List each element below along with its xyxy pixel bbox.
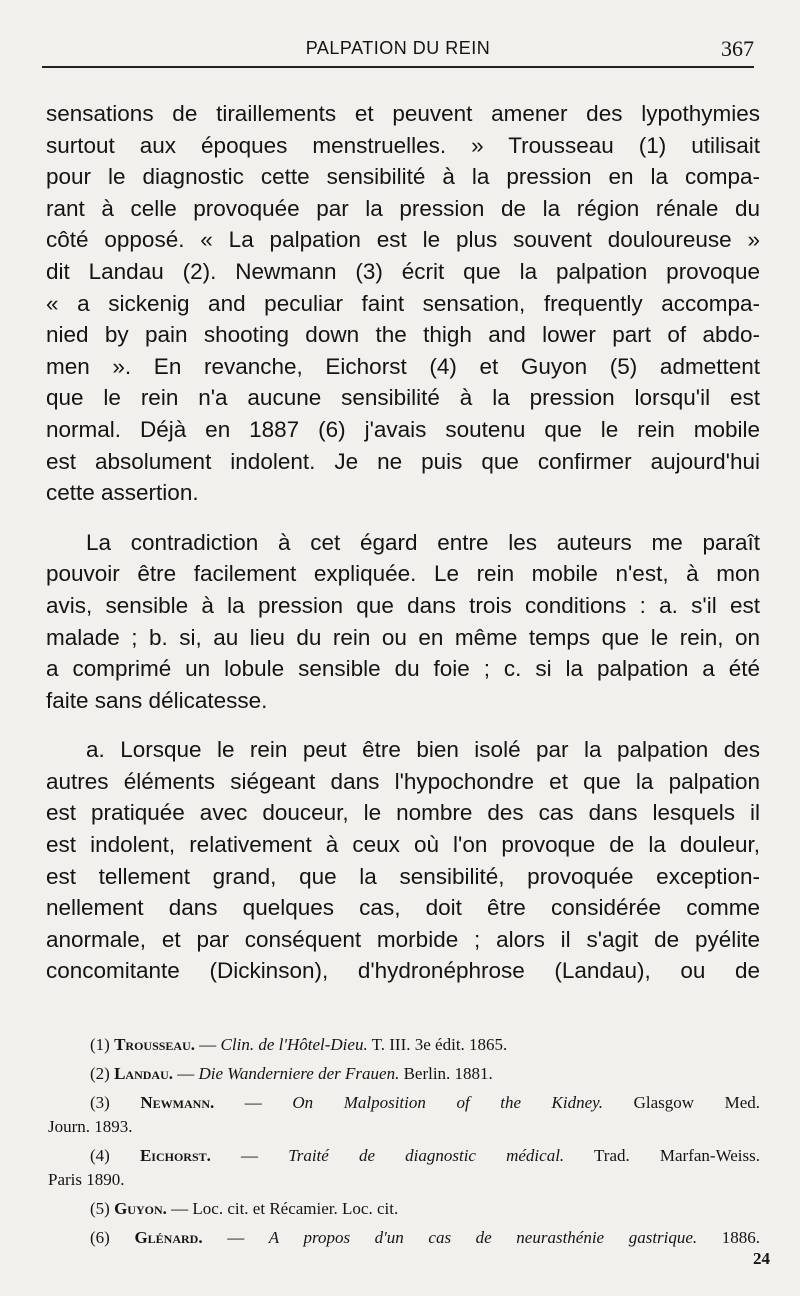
- paragraph-2: [46, 527, 760, 717]
- text-line: a comprimé un lobule sensible du foie ; c. si la palpation a été: [46, 656, 760, 682]
- text-line: nied by pain shooting down the thigh and lower part of abdo-: [46, 322, 760, 348]
- footnote-title: Traité de diagnostic médical.: [288, 1146, 565, 1165]
- text-line: a. Lorsque le rein peut être bien isolé par la palpation des: [86, 737, 760, 763]
- footnote-author: Eichorst.: [139, 1146, 211, 1165]
- text-line: concomitante (Dickinson), d'hydronéphrose (Landau), ou de: [46, 958, 760, 984]
- page-number: 367: [721, 36, 754, 61]
- text-line: malade ; b. si, au lieu du rein ou en même temps que le rein, on: [46, 624, 760, 650]
- footnote-continuation: Paris 1890.: [48, 1170, 125, 1189]
- text-line: « a sickenig and peculiar faint sensation, frequently accompa-: [46, 290, 760, 316]
- text-line: anormale, et par conséquent morbide ; alors il s'agit de pyélite: [46, 926, 760, 952]
- paragraph-1: [46, 98, 760, 509]
- footnote-number: (6): [90, 1228, 110, 1247]
- footnote: (4) Eichorst. — Traité de diagnostic médical. Trad. Marfan-Weiss. Paris 1890.: [48, 1144, 760, 1192]
- footnote-detail: T. III. 3e édit. 1865.: [367, 1035, 508, 1054]
- footnote-detail: Berlin. 1881.: [399, 1064, 493, 1083]
- footnote-continuation: Journ. 1893.: [48, 1117, 133, 1136]
- text-line: rant à celle provoquée par la pression de la région rénale du: [46, 195, 760, 221]
- footnote-detail: Trad. Marfan-Weiss.: [564, 1146, 760, 1165]
- text-line: pour le diagnostic cette sensibilité à la pression en la compa-: [46, 164, 760, 190]
- footnote-number: (3): [90, 1093, 110, 1112]
- footnote-author: Landau.: [114, 1064, 173, 1083]
- text-line: avis, sensible à la pression que dans trois conditions : a. s'il est: [46, 592, 760, 618]
- page-header: [42, 34, 754, 68]
- footnote: (6) Glénard. — A propos d'un cas de neurasthénie gastrique. 1886.: [90, 1228, 760, 1247]
- text-line: La contradiction à cet égard entre les auteurs me paraît: [86, 529, 760, 555]
- text-line: pouvoir être facilement expliquée. Le rein mobile n'est, à mon: [46, 561, 760, 587]
- paragraph-3: [46, 734, 760, 987]
- text-line: nellement dans quelques cas, doit être considérée comme: [46, 895, 760, 921]
- text-line: est tellement grand, que la sensibilité, provoquée exception-: [46, 863, 760, 889]
- text-line: est pratiquée avec douceur, le nombre des cas dans lesquels il: [46, 800, 760, 826]
- text-line: que le rein n'a aucune sensibilité à la pression lorsqu'il est: [46, 385, 760, 411]
- text-line: est indolent, relativement à ceux où l'on provoque de la douleur,: [46, 832, 760, 858]
- text-line: dit Landau (2). Newmann (3) écrit que la palpation provoque: [46, 258, 760, 284]
- text-line: autres éléments siégeant dans l'hypochondre et que la palpation: [46, 768, 760, 794]
- footnote-number: (2): [90, 1064, 110, 1083]
- text-line: surtout aux époques menstruelles. » Trousseau (1) utilisait: [46, 132, 760, 158]
- text-line: est absolument indolent. Je ne puis que confirmer aujourd'hui: [46, 448, 760, 474]
- footnote-title: Die Wanderniere der Frauen.: [198, 1064, 400, 1083]
- footnote-title: Clin. de l'Hôtel-Dieu.: [220, 1035, 368, 1054]
- text-line: cette assertion.: [46, 480, 199, 506]
- footnote-title: On Malposition of the Kidney.: [292, 1093, 604, 1112]
- body-text: [46, 98, 760, 987]
- text-line: normal. Déjà en 1887 (6) j'avais soutenu que le rein mobile: [46, 416, 760, 442]
- text-line: faite sans délicatesse.: [46, 687, 268, 713]
- footnote-author: Glénard.: [134, 1228, 203, 1247]
- footnote: (1) Trousseau. — Clin. de l'Hôtel-Dieu. T. III. 3e édit. 1865.: [90, 1035, 508, 1054]
- footnote-detail: Glasgow Med.: [603, 1093, 760, 1112]
- footnote-author: Guyon.: [114, 1199, 167, 1218]
- footnote-detail: 1886.: [697, 1228, 760, 1247]
- footnote: (5) Guyon. — Loc. cit. et Récamier. Loc. cit.: [90, 1199, 399, 1218]
- running-title: PALPATION DU REIN: [305, 38, 491, 58]
- footnotes: [48, 1033, 760, 1255]
- footnote-number: (5): [90, 1199, 110, 1218]
- signature-mark: 24: [753, 1249, 770, 1268]
- footnote-author: Newmann.: [140, 1093, 215, 1112]
- footnote-title: A propos d'un cas de neurasthénie gastrique.: [268, 1228, 698, 1247]
- text-line: côté opposé. « La palpation est le plus souvent douloureuse »: [46, 227, 760, 253]
- footnote-number: (1): [90, 1035, 110, 1054]
- footnote-author: Trousseau.: [114, 1035, 196, 1054]
- footnote: (3) Newmann. — On Malposition of the Kidney. Glasgow Med. Journ. 1893.: [48, 1091, 760, 1139]
- footnote: (2) Landau. — Die Wanderniere der Frauen. Berlin. 1881.: [90, 1064, 493, 1083]
- footnote-detail: Loc. cit. et Récamier. Loc. cit.: [192, 1199, 399, 1218]
- text-line: men ». En revanche, Eichorst (4) et Guyon (5) admettent: [46, 353, 760, 379]
- footnote-number: (4): [90, 1146, 110, 1165]
- text-line: sensations de tiraillements et peuvent amener des lypothymies: [46, 101, 760, 126]
